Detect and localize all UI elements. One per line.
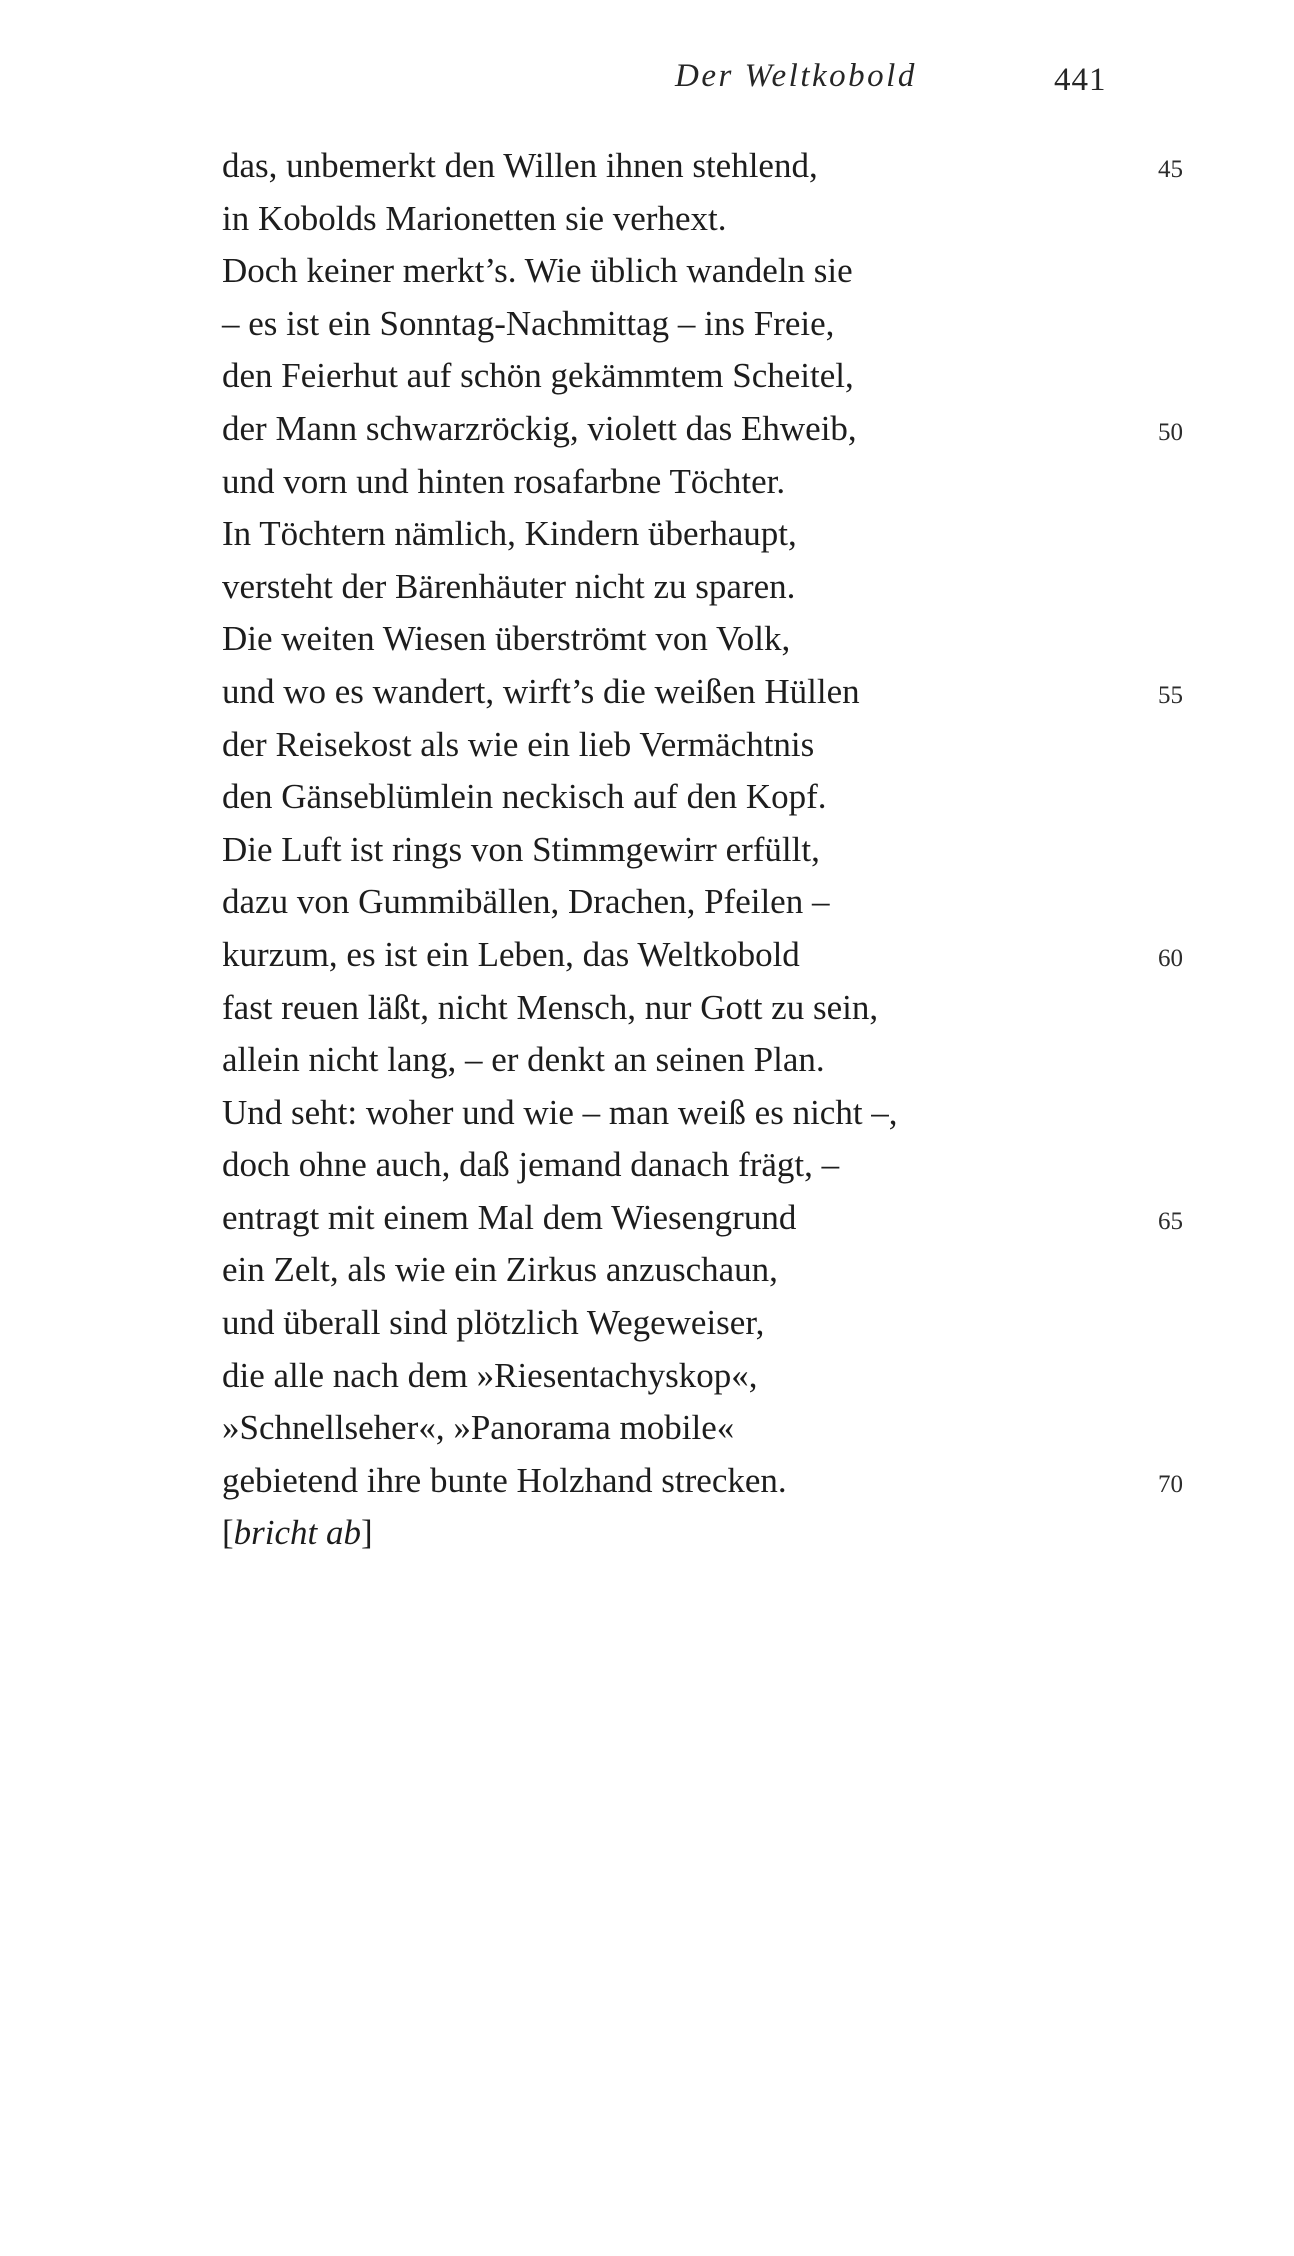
verse-line [0, 1192, 1294, 1245]
verse-text: das, unbemerkt den Willen ihnen stehlend, [222, 146, 818, 185]
verse-line [0, 1402, 1294, 1455]
verse-text: Die Luft ist rings von Stimmgewirr erfüllt, [222, 829, 820, 869]
running-head [0, 58, 1294, 108]
line-number: 65 [1158, 1207, 1183, 1235]
verse-text: versteht der Bärenhäuter nicht zu sparen. [222, 566, 796, 606]
verse-text: der Reisekost als wie ein lieb Vermächtnis [222, 724, 815, 764]
verse-text: Und seht: woher und wie – man weiß es nicht –, [222, 1092, 898, 1132]
verse-line [0, 1455, 1294, 1508]
note-text: bricht ab [233, 1513, 362, 1553]
verse-text: der Mann schwarzröckig, violett das Ehweib, [222, 408, 857, 448]
verse-line [0, 824, 1294, 877]
line-number: 50 [1158, 418, 1183, 446]
running-title: Der Weltkobold [675, 58, 917, 94]
line-number: 45 [1158, 156, 1183, 183]
line-number: 55 [1158, 681, 1183, 709]
verse-line [0, 1244, 1294, 1297]
note-open-bracket: [ [222, 1513, 234, 1553]
editorial-note-line [0, 1507, 1294, 1560]
verse-text: doch ohne auch, daß jemand danach frägt, – [222, 1145, 840, 1185]
verse-text: allein nicht lang, – er denkt an seinen Plan. [222, 1040, 825, 1080]
verse-line [0, 1139, 1294, 1192]
editorial-note [222, 1507, 373, 1560]
verse-text: und überall sind plötzlich Wegeweiser, [222, 1303, 765, 1343]
verse-text: den Feierhut auf schön gekämmtem Scheitel, [222, 356, 854, 396]
verse-line [0, 719, 1294, 772]
verse-line [0, 140, 1294, 193]
verse-line [0, 298, 1294, 351]
verse-line [0, 350, 1294, 403]
verse-line [0, 561, 1294, 614]
verse-line [0, 508, 1294, 561]
note-close-bracket: ] [361, 1513, 373, 1553]
verse-line [0, 982, 1294, 1035]
verse-line [0, 1350, 1294, 1403]
verse-text: In Töchtern nämlich, Kindern überhaupt, [222, 514, 797, 554]
verse-text: und wo es wandert, wirft’s die weißen Hüllen [222, 671, 860, 711]
verse-line [0, 929, 1294, 982]
verse-text: Doch keiner merkt’s. Wie üblich wandeln sie [222, 251, 853, 291]
verse-text: kurzum, es ist ein Leben, das Weltkobold [222, 934, 800, 974]
verse-text: in Kobolds Marionetten sie verhext. [222, 198, 727, 238]
verse-text: ein Zelt, als wie ein Zirkus anzuschaun, [222, 1250, 778, 1290]
page-number: 441 [1054, 62, 1107, 98]
verse-text: entragt mit einem Mal dem Wiesengrund [222, 1197, 797, 1237]
line-number: 60 [1158, 944, 1183, 972]
verse-line [0, 771, 1294, 824]
verse-line [0, 613, 1294, 666]
verse-line [0, 1087, 1294, 1140]
verse-text: – es ist ein Sonntag-Nachmittag – ins Freie, [222, 303, 835, 343]
verse-text: und vorn und hinten rosafarbne Töchter. [222, 461, 786, 501]
verse-line [0, 193, 1294, 246]
verse-text: die alle nach dem »Riesentachyskop«, [222, 1355, 758, 1395]
verse-text: gebietend ihre bunte Holzhand strecken. [222, 1460, 787, 1500]
verse-line [0, 403, 1294, 456]
verse-text: den Gänseblümlein neckisch auf den Kopf. [222, 777, 827, 817]
verse-text: fast reuen läßt, nicht Mensch, nur Gott zu sein, [222, 987, 879, 1027]
poem-body [0, 140, 1294, 1560]
line-number: 70 [1158, 1470, 1183, 1498]
verse-line [0, 1034, 1294, 1087]
verse-line [0, 456, 1294, 509]
verse-line [0, 1297, 1294, 1350]
verse-line [0, 876, 1294, 929]
verse-text: dazu von Gummibällen, Drachen, Pfeilen – [222, 882, 830, 922]
verse-text: »Schnellseher«, »Panorama mobile« [222, 1408, 735, 1448]
verse-line [0, 245, 1294, 298]
verse-line [0, 666, 1294, 719]
verse-text: Die weiten Wiesen überströmt von Volk, [222, 619, 791, 659]
